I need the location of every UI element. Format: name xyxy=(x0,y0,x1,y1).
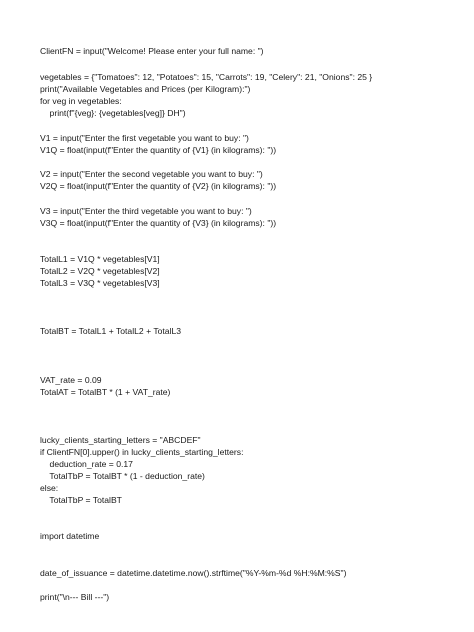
code-line-client-input: ClientFN = input("Welcome! Please enter your full name: ") xyxy=(40,46,264,56)
code-line-total-at: TotalAT = TotalBT * (1 + VAT_rate) xyxy=(40,387,171,397)
code-line-import-datetime: import datetime xyxy=(40,531,100,541)
code-line-if-lucky: if ClientFN[0].upper() in lucky_clients_starting_letters: xyxy=(40,447,244,457)
code-line-v1-input: V1 = input("Enter the first vegetable you want to buy: ") xyxy=(40,133,249,143)
code-line-else: else: xyxy=(40,483,59,493)
code-line-v3-input: V3 = input("Enter the third vegetable you want to buy: ") xyxy=(40,206,252,216)
code-line-lucky-letters: lucky_clients_starting_letters = "ABCDEF" xyxy=(40,435,201,445)
code-line-v2q-input: V2Q = float(input(f"Enter the quantity of {V2} (in kilograms): ")) xyxy=(40,181,277,191)
code-line-total-tbp-discount: TotalTbP = TotalBT * (1 - deduction_rate) xyxy=(40,471,205,481)
code-line-print-bill: print("\n--- Bill ---") xyxy=(40,592,110,602)
code-line-total-l2: TotalL2 = V2Q * vegetables[V2] xyxy=(40,266,160,276)
code-line-total-l3: TotalL3 = V3Q * vegetables[V3] xyxy=(40,278,160,288)
code-line-date-of-issuance: date_of_issuance = datetime.datetime.now().strftime("%Y-%m-%d %H:%M:%S") xyxy=(40,568,347,578)
code-line-total-bt: TotalBT = TotalL1 + TotalL2 + TotalL3 xyxy=(40,326,182,336)
code-line-print-veg: print(f"{veg}: {vegetables[veg]} DH") xyxy=(40,108,186,118)
code-line-vat-rate: VAT_rate = 0.09 xyxy=(40,375,102,385)
code-line-for-loop: for veg in vegetables: xyxy=(40,96,122,106)
code-line-total-tbp-plain: TotalTbP = TotalBT xyxy=(40,495,122,505)
code-line-v1q-input: V1Q = float(input(f"Enter the quantity of {V1} (in kilograms): ")) xyxy=(40,145,277,155)
code-line-v3q-input: V3Q = float(input(f"Enter the quantity of {V3} (in kilograms): ")) xyxy=(40,218,277,228)
code-line-print-header: print("Available Vegetables and Prices (per Kilogram):") xyxy=(40,84,251,94)
code-line-v2-input: V2 = input("Enter the second vegetable you want to buy: ") xyxy=(40,169,263,179)
code-line-total-l1: TotalL1 = V1Q * vegetables[V1] xyxy=(40,254,160,264)
code-line-deduction-rate: deduction_rate = 0.17 xyxy=(40,459,133,469)
code-line-vegetables-dict: vegetables = {"Tomatoes": 12, "Potatoes": 15, "Carrots": 19, "Celery": 21, "Onions": 25 } xyxy=(40,72,373,82)
